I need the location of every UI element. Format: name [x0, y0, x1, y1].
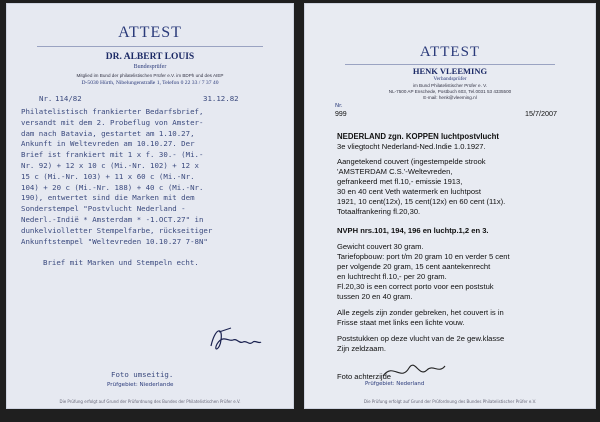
- cert-heading: NEDERLAND zgn. KOPPEN luchtpostvlucht: [337, 132, 500, 141]
- examiner-address: D-5030 Hürth, Nibelungenstraße 1, Telefon 0 22 33 / 7 37 40: [81, 80, 219, 86]
- tariff-line: tussen 20 en 40 gram.: [337, 292, 413, 301]
- photo-note: Foto achterzijde: [337, 372, 392, 381]
- certificate-body: [21, 107, 283, 269]
- catalogue-numbers: NVPH nrs.101, 194, 196 en luchtp.1,2 en 3.: [337, 226, 489, 235]
- body-line: 104) + 20 c (Mi.-Nr. 188) + 40 c (Mi.-Nr.: [21, 182, 204, 192]
- nr-label: Nr.: [335, 103, 343, 109]
- attest-title: ATTEST: [419, 44, 481, 60]
- body-line: Brief ist frankiert mit 1 x f. 30.- (Mi.-: [21, 150, 204, 160]
- certificate-louis: [6, 3, 294, 409]
- cert-subheading: 3e vliegtocht Nederland-Ned.Indie 1.0.1927.: [337, 142, 486, 151]
- body-line: 15 c (Mi.-Nr. 103) + 11 x 60 c (Mi.-Nr.: [21, 171, 195, 181]
- description-line: gefrankeerd met fl.10,- emissie 1913,: [337, 177, 463, 186]
- description-line: 1921, 10 cent(12x), 15 cent(12x) en 60 cent (11x).: [337, 197, 506, 206]
- body-line: 190), entwertet sind die Marken mit dem: [21, 193, 195, 203]
- body-line: Ankunft in Weltevreden am 10.10.27. Der: [21, 139, 195, 149]
- tariff-line: Tariefopbouw: port t/m 20 gram 10 en verder 5 cent: [337, 252, 510, 261]
- examiner-role: Verbandsprüfer: [433, 76, 467, 82]
- condition-line: Alle zegels zijn zonder gebreken, het couvert is in: [337, 308, 504, 317]
- divider: [37, 46, 263, 47]
- body-line: Philatelistisch frankierter Bedarfsbrief,: [21, 107, 204, 116]
- examiner-membership: Mitglied im Bund der philatelistischen Prüfer e.V. im BDPh und des AIEP: [76, 73, 224, 78]
- certificate-number: 999: [335, 111, 347, 118]
- body-line: dunkelviolletter Stempelfarbe, rückseitiger: [21, 225, 213, 235]
- examiner-name: HENK VLEEMING: [412, 66, 488, 76]
- handwritten-signature: [205, 322, 265, 356]
- body-line: dam nach Batavia, gestartet am 1.10.27,: [21, 128, 195, 138]
- body-line: Ankunftstempel "Weltevreden 10.10.27 7-8N": [21, 236, 208, 246]
- certificate-vleeming: [304, 3, 596, 409]
- nr-label: Nr.: [39, 94, 53, 103]
- description-line: Aangetekend couvert (ingestempelde strook: [337, 157, 486, 166]
- body-line: [21, 247, 283, 258]
- description-line: 30 en 40 cent Veth watermerk en luchtpost: [337, 187, 481, 196]
- examiner-address: NL-7500 AP Enschede, Postbuch 603, Tel.0031 53 4335500: [388, 89, 512, 94]
- footer-note: Die Prüfung erfolgt auf Grund der Prüfordnung des Bundes Philatelistischer Prüfer e.V.: [363, 399, 537, 404]
- certificate-date: 31.12.82: [203, 94, 239, 103]
- attest-title: ATTEST: [118, 24, 182, 41]
- body-line: Nr. 92) + 12 x 10 c (Mi.-Nr. 102) + 12 x: [21, 160, 199, 170]
- tariff-line: en luchtrecht fl.10,- per 20 gram.: [337, 272, 447, 281]
- description-block: [337, 157, 505, 217]
- rarity-line: Poststukken op deze vlucht van de 2e gew.klasse: [337, 334, 505, 343]
- footer-note: Die Prüfung erfolgt auf Grund der Prüfordnung des Bundes der Philatelistischen Prüfer e.V.: [59, 399, 241, 404]
- condition-block: [337, 308, 504, 328]
- certificate-number: 114/82: [55, 94, 82, 103]
- examiner-membership: im Bund Philatelistischer Prüfer e. V.: [412, 83, 488, 88]
- examiner-name: DR. ALBERT LOUIS: [105, 52, 195, 62]
- photo-note: Foto umseitig.: [111, 370, 174, 379]
- divider: [345, 64, 555, 65]
- examiner-email: E-mail: henk@vleeming.nl: [423, 95, 477, 100]
- exam-area: Prüfgebiet: Niederlande: [107, 382, 174, 388]
- examiner-role: Bundesprüfer: [133, 64, 167, 70]
- description-line: 'AMSTERDAM C.S.'-Weltevreden,: [337, 167, 453, 176]
- condition-line: Frisse staat met links een lichte vouw.: [337, 318, 465, 327]
- rarity-line: Zijn zeldzaam.: [337, 344, 386, 353]
- body-line-verdict: Brief mit Marken und Stempeln echt.: [43, 258, 199, 268]
- tariff-line: Gewicht couvert 30 gram.: [337, 242, 424, 251]
- body-line: versandt mit dem 2. Probeflug von Amster-: [21, 117, 204, 127]
- body-line: Sonderstempel "Postvlucht Nederland -: [21, 204, 186, 214]
- handwritten-signature: [379, 356, 449, 386]
- tariff-block: [337, 242, 510, 302]
- exam-area: Prüfgebiet: Nederland: [365, 381, 425, 387]
- rarity-block: [337, 334, 504, 354]
- description-line: Totaalfrankering fl.20,30.: [337, 207, 421, 216]
- body-line: Nederl.-Indië * Amsterdam * -1.OCT.27" in: [21, 214, 204, 224]
- tariff-line: Fl.20,30 is een correct porto voor een poststuk: [337, 282, 494, 291]
- tariff-line: per volgende 20 gram, 15 cent aantekenrecht: [337, 262, 491, 271]
- certificate-date: 15/7/2007: [525, 109, 557, 118]
